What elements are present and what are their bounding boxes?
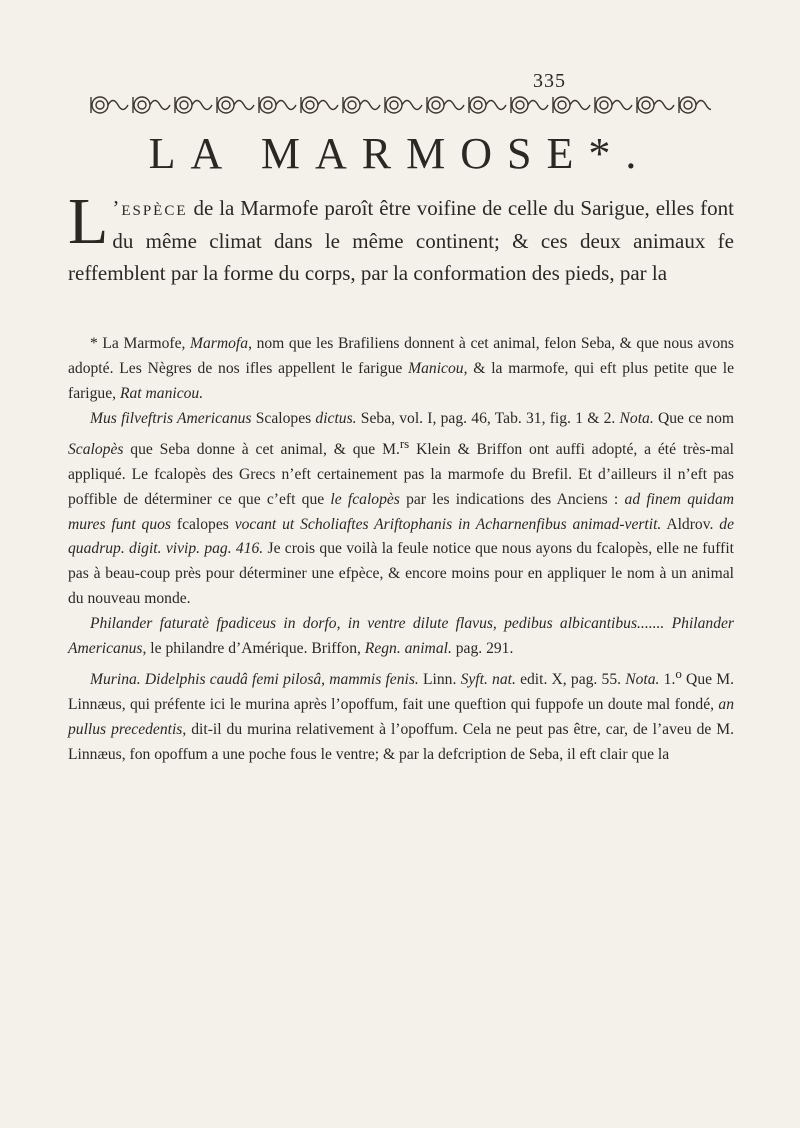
drop-cap: L <box>68 185 109 258</box>
footnote-text: Linn. <box>418 671 461 689</box>
footnote-italic: an pullus precedentis <box>68 696 734 738</box>
footnote-text: Que ce nom <box>653 409 734 427</box>
footnote-italic: Philander faturatè fpadiceus in dorfo, in ventre dilute flavus, pedibus albicantibus....... <box>90 615 665 633</box>
footnote-text: , dit-il du murina relativement à l’opoffum. Cela ne peut pas être, car, de l’aveu de M. Linnæus, fon opoffum a une poche fous le ventre; & par la defcription de Seba, il eft clair que la <box>68 720 735 763</box>
footnote-italic: de quadrup. digit. vivip. pag. 416. <box>68 515 734 558</box>
footnote-text: Aldrov. <box>661 515 720 533</box>
footnote-italic: Manicou <box>408 359 464 377</box>
footnote-text: fcalopes <box>171 515 235 533</box>
footnote-text: 1. <box>659 671 676 689</box>
footnote-text: par les indications des Anciens : <box>399 490 625 508</box>
footnote-italic: Rat manicou. <box>119 384 204 402</box>
footnote-paragraph <box>68 612 734 662</box>
body-paragraph <box>68 185 734 290</box>
footnote-text: * La Marmofe, <box>90 335 191 352</box>
page-number: 335 <box>533 70 566 92</box>
footnote-paragraph <box>68 407 734 612</box>
footnote-italic: ad finem quidam mures funt quos <box>68 490 734 533</box>
footnote-text <box>664 615 671 632</box>
footnote-italic: Marmofa <box>190 335 249 352</box>
footnote-text: Seba, vol. I, pag. 46, Tab. 31, fig. 1 & 2. <box>356 409 620 427</box>
footnote-text: Klein & Briffon ont auffi adopté, a été très-mal appliqué. Le fcalopès des Grecs n’eft certainement pas la marmofe du Brefil. Et d’ailleurs il n’eft pas poffible de déterminer ce que c’eft que <box>68 440 734 508</box>
chapter-title: LA MARMOSE*. <box>148 129 652 178</box>
footnote-paragraph <box>68 332 734 407</box>
footnote-italic: dictus. <box>315 409 357 427</box>
footnote-italic: Nota. <box>625 671 660 689</box>
body-text: de la Marmofe paroît être voifine de celle du Sarigue, elles font du même climat dans le même continent; & ces deux animaux fe reffemblent par la forme du corps, par la conformation des pieds, par la <box>68 196 734 285</box>
footnote-superscript: o <box>675 665 682 681</box>
footnote-italic: Regn. animal. <box>364 640 452 658</box>
footnote-text: edit. X, pag. 55. <box>515 671 626 689</box>
footnote-text: , le philandre d’Amérique. Briffon, <box>142 640 365 658</box>
footnote-text: pag. 291. <box>451 640 514 658</box>
footnotes <box>68 332 734 768</box>
ornament-band-icon <box>88 92 711 118</box>
footnote-italic: vocant ut Scholiaftes Ariftophanis in Acharnenfibus animad-vertit. <box>234 515 662 533</box>
footnote-text: Je crois que voilà la feule notice que nous ayons du fcalopès, elle ne fuffit pas à beau-coup près pour déterminer une efpèce, & encore moins pour en appliquer le nom à un animal du nouveau monde. <box>68 540 734 608</box>
footnote-superscript: rs <box>399 435 410 451</box>
footnote-italic: Mus filveftris Americanus <box>90 409 252 427</box>
footnote-text: que Seba donne à cet animal, & que M. <box>123 440 400 458</box>
footnote-italic: Scalopès <box>68 440 124 458</box>
footnote-text: , & la marmofe, qui eft plus petite que le farigue, <box>68 359 734 402</box>
footnote-text: Scalopes <box>251 409 316 427</box>
footnote-text: , nom que les Brafiliens donnent à cet animal, felon Seba, & que nous avons adopté. Les Nègres de nos ifles appellent le farigue <box>68 335 735 377</box>
footnote-text: Que M. Linnæus, qui préfente ici le murina après l’opoffum, fait une queftion qui fuppofe un doute mal fondé, <box>68 671 734 714</box>
footnote-italic: Murina. Didelphis caudâ femi pilosâ, mammis fenis. <box>90 671 419 689</box>
footnote-italic: Nota. <box>619 409 654 427</box>
footnote-italic: Philander Americanus <box>68 615 734 658</box>
footnote-paragraph <box>68 662 734 768</box>
footnote-italic: le fcalopès <box>330 490 400 508</box>
footnote-italic: Syft. nat. <box>460 671 516 689</box>
smallcaps-lead: ’espèce <box>112 196 188 220</box>
